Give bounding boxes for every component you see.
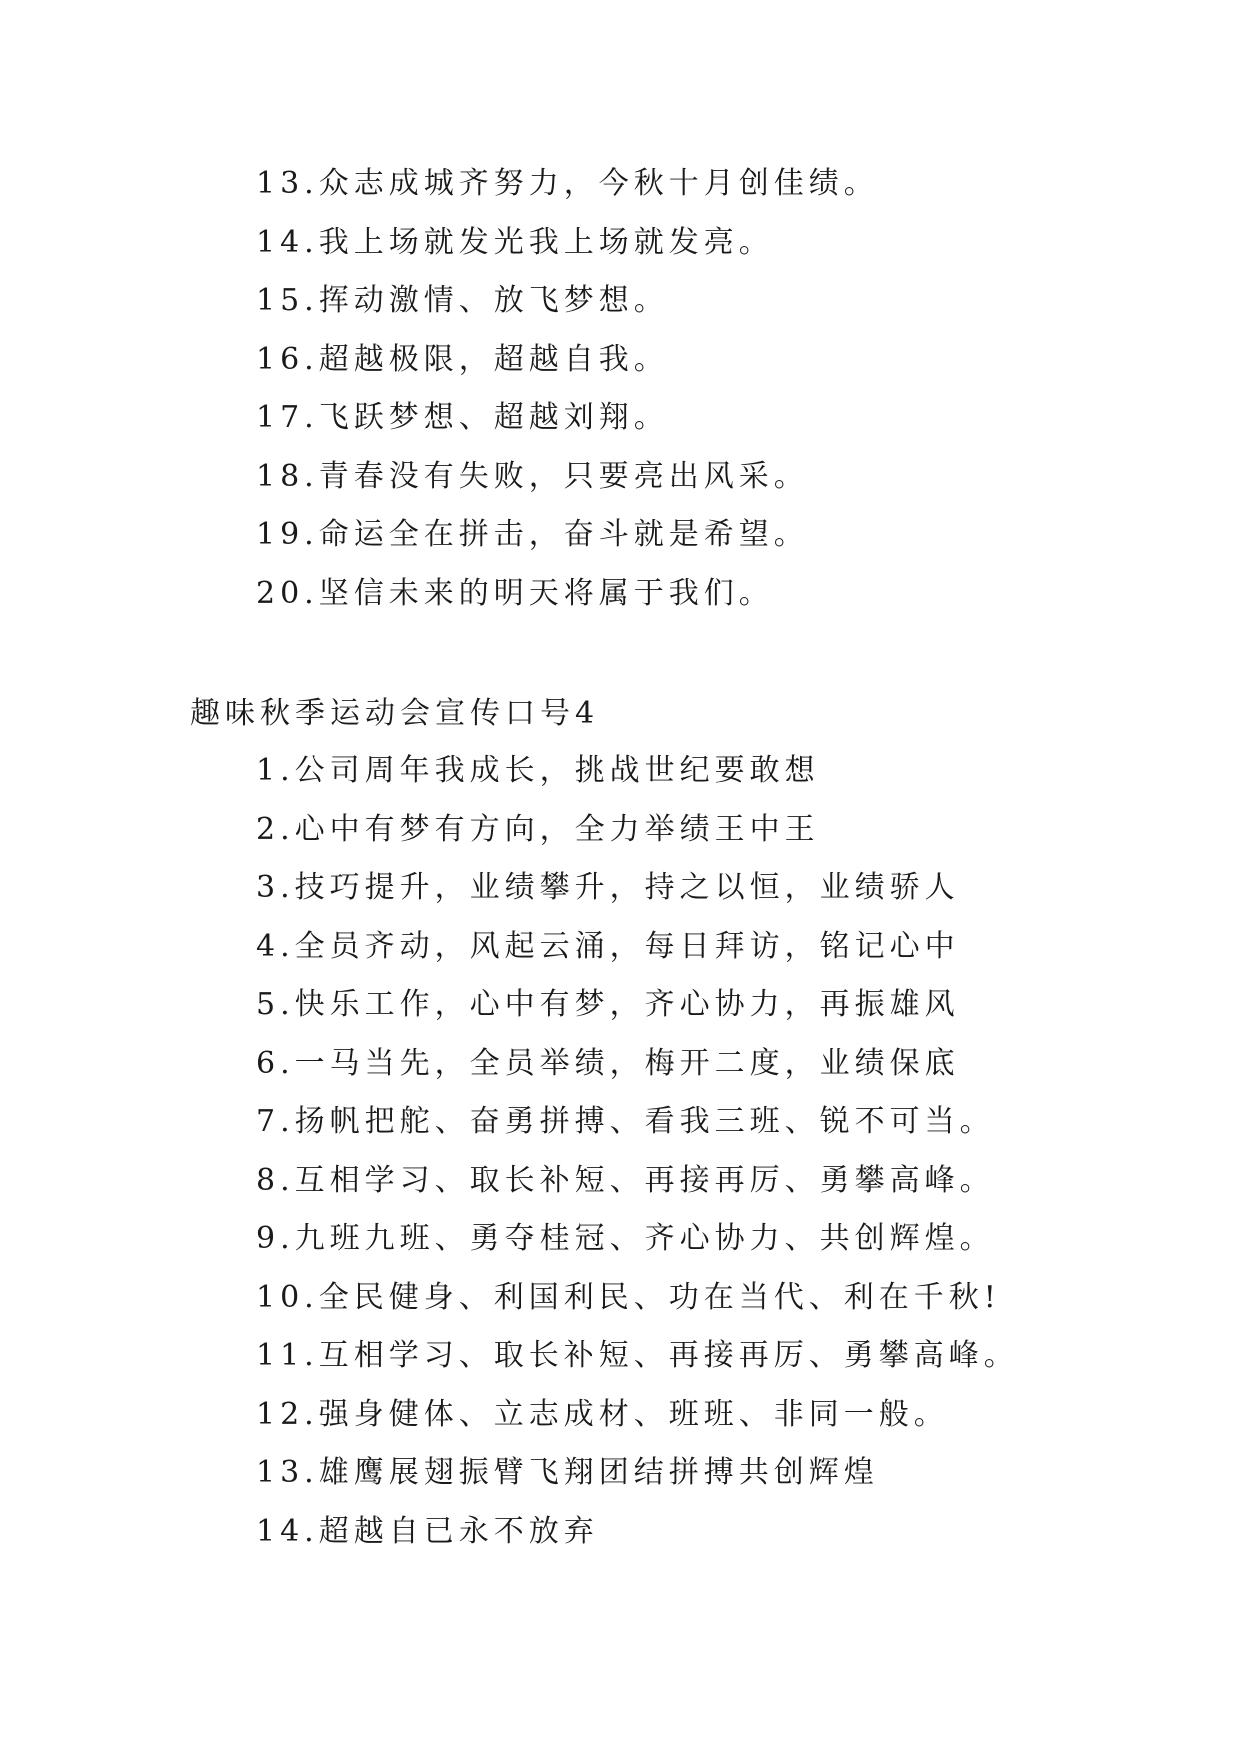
list-item: 12.强身健体、立志成材、班班、非同一般。 <box>256 1396 949 1432</box>
list-item: 9.九班九班、勇夺桂冠、齐心协力、共创辉煌。 <box>256 1221 995 1256</box>
list-item: 3.技巧提升，业绩攀升，持之以恒，业绩骄人 <box>256 870 960 905</box>
list-item: 16.超越极限，超越自我。 <box>256 341 669 377</box>
list-item: 15.挥动激情、放飞梦想。 <box>256 283 669 318</box>
list-item: 11.互相学习、取长补短、再接再厉、勇攀高峰。 <box>256 1338 1019 1373</box>
list-item: 1.公司周年我成长，挑战世纪要敢想 <box>256 753 820 788</box>
list-item: 18.青春没有失败，只要亮出风采。 <box>256 458 809 494</box>
list-item: 13.雄鹰展翅振臂飞翔团结拼搏共创辉煌 <box>256 1455 879 1490</box>
list-item: 19.命运全在拼击，奋斗就是希望。 <box>256 517 809 552</box>
list-item: 7.扬帆把舵、奋勇拼搏、看我三班、锐不可当。 <box>256 1104 995 1139</box>
slogan-list-4 <box>256 742 1019 1561</box>
list-item: 14.超越自已永不放弃 <box>256 1513 599 1549</box>
section-heading: 趣味秋季运动会宣传口号4 <box>190 696 600 731</box>
list-item: 20.坚信未来的明天将属于我们。 <box>256 575 774 611</box>
list-item: 13.众志成城齐努力，今秋十月创佳绩。 <box>256 166 879 201</box>
list-item: 6.一马当先，全员举绩，梅开二度，业绩保底 <box>256 1045 960 1081</box>
list-item: 14.我上场就发光我上场就发亮。 <box>256 224 774 260</box>
list-item: 8.互相学习、取长补短、再接再厉、勇攀高峰。 <box>256 1162 995 1198</box>
list-item: 17.飞跃梦想、超越刘翔。 <box>256 400 669 435</box>
list-item: 5.快乐工作，心中有梦，齐心协力，再振雄风 <box>256 987 960 1022</box>
list-item: 2.心中有梦有方向，全力举绩王中王 <box>256 811 820 847</box>
slogan-list-continued <box>256 155 879 623</box>
list-item: 10.全民健身、利国利民、功在当代、利在千秋! <box>256 1279 1001 1315</box>
list-item: 4.全员齐动，风起云涌，每日拜访，铭记心中 <box>256 928 960 964</box>
